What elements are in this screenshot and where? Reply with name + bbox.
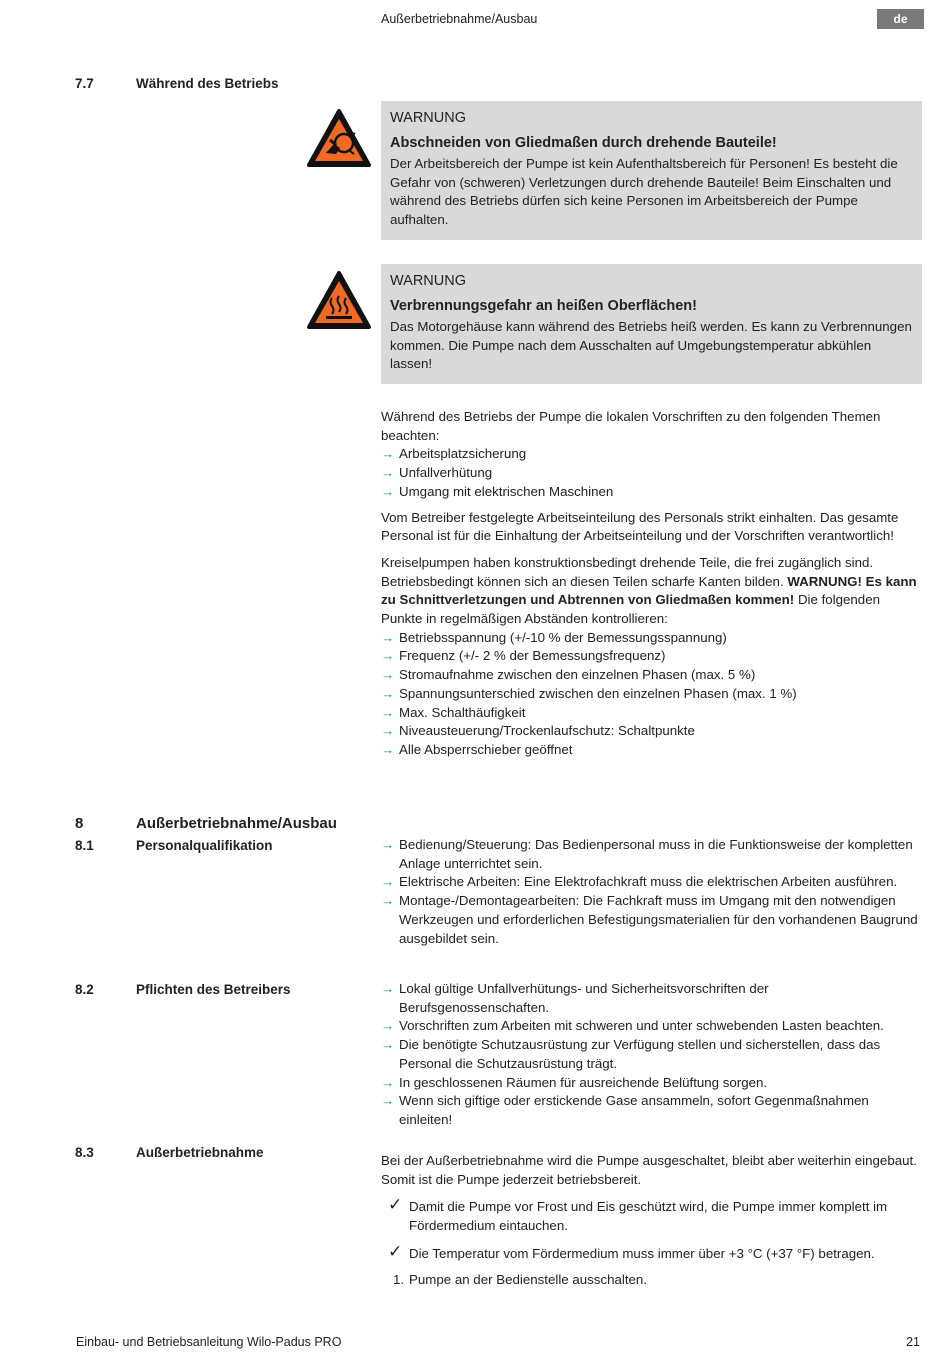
language-badge: de — [877, 9, 924, 29]
list-item: → Umgang mit elektrischen Maschinen — [381, 483, 922, 502]
prerequisite-text: Die Temperatur vom Fördermedium muss immer über +3 °C (+37 °F) betragen. — [409, 1245, 875, 1261]
step-text: Pumpe an der Bedienstelle ausschalten. — [409, 1271, 648, 1287]
prerequisite-item — [381, 1198, 922, 1235]
paragraph: Vom Betreiber festgelegte Arbeitseinteilung des Personals strikt einhalten. Das gesamte Personal ist für die Einhaltung der Arbeitseinteilung und der Vorschriften verantwortlich! — [381, 509, 899, 544]
section-7-7-body — [381, 408, 922, 760]
chapter-number: 8 — [75, 815, 84, 832]
page-number: 21 — [906, 1335, 920, 1349]
bold-warning: WARNUNG! Es kann zu Schnittverletzungen und Abtrennen von Gliedmaßen kommen! — [381, 573, 917, 608]
list-item: → Lokal gültige Unfallverhütungs- und Sicherheitsvorschriften der Berufsgenossenschaften. — [381, 980, 922, 1017]
list-item: → Niveausteuerung/Trockenlaufschutz: Schaltpunkte — [381, 722, 922, 741]
list-item: → Arbeitsplatzsicherung — [381, 445, 922, 464]
list-item: → Vorschriften zum Arbeiten mit schweren und unter schwebenden Lasten beachten. — [381, 1017, 922, 1036]
footer-manual-title: Einbau- und Betriebsanleitung Wilo-Padus PRO — [76, 1335, 342, 1349]
topics-list — [381, 445, 922, 501]
warning-text: Das Motorgehäuse kann während des Betriebs heiß werden. Es kann zu Verbrennungen kommen. Die Pumpe nach dem Ausschalten auf Umgebungstemperatur abkühlen lassen! — [390, 319, 912, 372]
list-item: → Wenn sich giftige oder erstickende Gase ansammeln, sofort Gegenmaßnahmen einleiten! — [381, 1092, 922, 1129]
warning-box-rotating-parts — [381, 101, 922, 240]
section-number: 8.1 — [75, 838, 94, 853]
hand-crush-rotating-parts-warning-icon — [306, 108, 372, 168]
hot-surface-warning-icon — [306, 270, 372, 330]
intro-paragraph: Bei der Außerbetriebnahme wird die Pumpe ausgeschaltet, bleibt aber weiterhin eingebaut. Somit ist die Pumpe jederzeit betriebsbereit. — [381, 1153, 917, 1187]
step-number: 1. — [393, 1271, 405, 1287]
chapter-title: Außerbetriebnahme/Ausbau — [136, 815, 337, 832]
warning-text: Der Arbeitsbereich der Pumpe ist kein Aufenthaltsbereich für Personen! Es besteht die Gefahr von (schweren) Verletzungen durch drehende Bauteile! Beim Einschalten und während des Betriebs dürfen sich keine Personen im Arbeitsbereich der Pumpe aufhalten. — [390, 156, 898, 227]
list-item: → Die benötigte Schutzausrüstung zur Verfügung stellen und sicherstellen, dass das Personal die Schutzausrüstung trägt. — [381, 1036, 922, 1073]
paragraph-text: Die folgenden Punkte in regelmäßigen Abständen kontrollieren: — [381, 592, 880, 627]
warning-label: WARNUNG — [390, 110, 466, 126]
prerequisite-item — [381, 1245, 922, 1264]
warning-box-hot-surface — [381, 264, 922, 384]
section-title: Pflichten des Betreibers — [136, 982, 291, 997]
step-item — [381, 1271, 922, 1290]
list-item: → Max. Schalthäufigkeit — [381, 704, 922, 723]
header-title: Außerbetriebnahme/Ausbau — [381, 12, 538, 26]
section-title: Personalqualifikation — [136, 838, 273, 853]
duties-list — [381, 980, 922, 1130]
warning-heading: Abschneiden von Gliedmaßen durch drehende Bauteile! — [390, 134, 777, 151]
section-title: Während des Betriebs — [136, 76, 279, 91]
list-item: → Unfallverhütung — [381, 464, 922, 483]
section-8-3-body — [381, 1152, 922, 1289]
paragraph — [381, 554, 922, 629]
list-item: → Alle Absperrschieber geöffnet — [381, 741, 922, 760]
section-8-1-body — [381, 836, 922, 948]
list-item: → Stromaufnahme zwischen den einzelnen Phasen (max. 5 %) — [381, 666, 922, 685]
list-item: → Montage-/Demontagearbeiten: Die Fachkraft muss im Umgang mit den notwendigen Werkzeugen und erforderlichen Befestigungsmaterialien für den vorhandenen Baugrund ausgebildet sein. — [381, 892, 922, 948]
list-item: → Bedienung/Steuerung: Das Bedienpersonal muss in die Funktionsweise der kompletten Anlage unterrichtet sein. — [381, 836, 922, 873]
list-item: → Betriebsspannung (+/-10 % der Bemessungsspannung) — [381, 629, 922, 648]
section-title: Außerbetriebnahme — [136, 1145, 264, 1160]
intro-paragraph: Während des Betriebs der Pumpe die lokalen Vorschriften zu den folgenden Themen beachten: — [381, 409, 881, 443]
list-item: → Elektrische Arbeiten: Eine Elektrofachkraft muss die elektrischen Arbeiten ausführen. — [381, 873, 922, 892]
section-8-2-body — [381, 980, 922, 1130]
prerequisite-text: Damit die Pumpe vor Frost und Eis geschützt wird, die Pumpe immer komplett im Fördermedium eintauchen. — [409, 1199, 888, 1234]
paragraph-text: Kreiselpumpen haben konstruktionsbedingt drehende Teile, die frei zugänglich sind. Betriebsbedingt können sich an diesen Teilen scharfe Kanten bilden. — [381, 554, 874, 589]
section-number: 7.7 — [75, 76, 94, 91]
qualification-list — [381, 836, 922, 948]
list-item: → Spannungsunterschied zwischen den einzelnen Phasen (max. 1 %) — [381, 685, 922, 704]
list-item: → Frequenz (+/- 2 % der Bemessungsfrequenz) — [381, 647, 922, 666]
section-number: 8.2 — [75, 982, 94, 997]
warning-label: WARNUNG — [390, 273, 466, 289]
checks-list — [381, 629, 922, 760]
list-item: → In geschlossenen Räumen für ausreichende Belüftung sorgen. — [381, 1074, 922, 1093]
section-number: 8.3 — [75, 1145, 94, 1160]
warning-heading: Verbrennungsgefahr an heißen Oberflächen! — [390, 297, 697, 314]
